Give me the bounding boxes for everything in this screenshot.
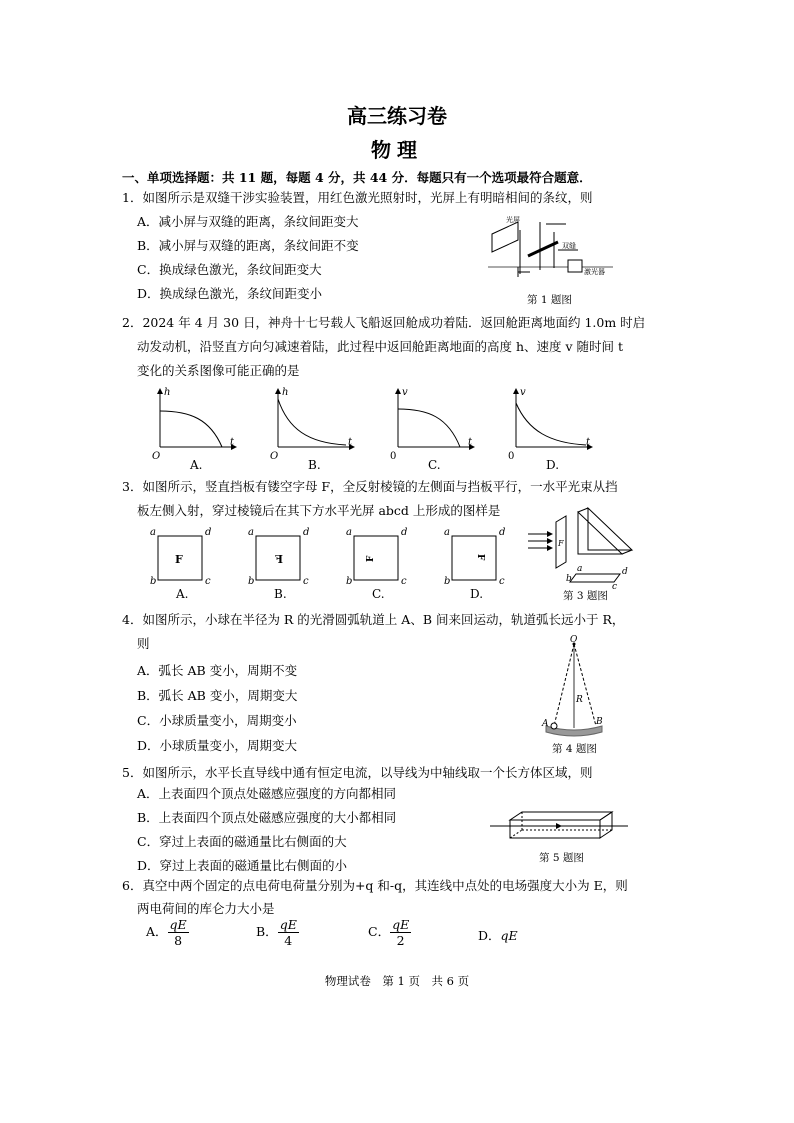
page-footer: 物理试卷 第 1 页 共 6 页	[324, 974, 470, 988]
square-c-corner-a: a	[346, 527, 352, 538]
graph-a	[152, 387, 236, 472]
square-c-corner-c: c	[401, 576, 407, 587]
graph-b	[270, 387, 354, 472]
square-b-corner-d: d	[303, 527, 310, 538]
square-d-corner-a: a	[444, 527, 450, 538]
square-b-corner-c: c	[303, 576, 309, 587]
q6-option-c-label: C．	[368, 924, 391, 939]
wire-box-figure	[490, 806, 630, 846]
arc-track-figure	[540, 636, 610, 740]
q1-option-d: D．换成绿色激光，条纹间距变小	[137, 286, 323, 301]
q6-option-a-fraction	[168, 917, 189, 948]
graph-b-y-label: h	[282, 387, 289, 398]
q5-stem: 5．如图所示，水平长直导线中通有恒定电流，以导线为中轴线取一个长方体区域，则	[122, 765, 593, 780]
point-b-label: B	[596, 717, 603, 727]
square-c-corner-d: d	[401, 527, 408, 538]
fig-corner-a: a	[577, 564, 583, 574]
graph-c-origin: 0	[390, 451, 397, 462]
graph-a-x-label: t	[230, 437, 235, 448]
q6-option-c-numerator: qE	[392, 917, 410, 932]
q4-caption: 第 4 题图	[552, 743, 597, 755]
square-a-corner-c: c	[205, 576, 211, 587]
section-heading: 一、单项选择题：共 11 题，每题 4 分，共 44 分．每题只有一个选项最符合题意．	[122, 170, 592, 185]
graph-c-y-label: v	[402, 387, 408, 398]
q4-option-a: A．弧长 AB 变小，周期不变	[137, 663, 298, 678]
graph-d-label: D.	[546, 458, 560, 472]
square-b-corner-b: b	[248, 576, 255, 587]
q6-option-c-fraction	[390, 917, 411, 948]
plate-letter: F	[558, 539, 564, 548]
page-title: 高三练习卷	[347, 104, 447, 128]
square-a-corner-d: d	[205, 527, 212, 538]
square-a-corner-a: a	[150, 527, 156, 538]
square-a-label: A.	[176, 587, 189, 601]
q5-option-c: C．穿过上表面的磁通量比右侧面的大	[137, 834, 347, 849]
q3-option-squares	[148, 524, 518, 602]
q6-line-2: 两电荷间的库仑力大小是	[137, 901, 275, 916]
square-c-label: C.	[372, 587, 385, 601]
graph-a-label: A.	[190, 458, 203, 472]
q4-option-b: B．弧长 AB 变小，周期变大	[137, 688, 298, 703]
square-b	[248, 527, 309, 601]
graph-d	[508, 387, 592, 472]
q4-option-c: C．小球质量变小，周期变小	[137, 713, 297, 728]
q3-caption: 第 3 题图	[563, 590, 608, 602]
q6-option-b-numerator: qE	[279, 917, 297, 932]
square-d-letter: F	[475, 554, 485, 561]
q6-option-a-numerator: qE	[169, 917, 187, 932]
q6-option-b-fraction	[278, 917, 299, 948]
graph-b-origin: O	[270, 451, 279, 462]
q2-line-3: 变化的关系图像可能正确的是	[137, 363, 300, 378]
square-d-corner-c: c	[499, 576, 505, 587]
square-d-label: D.	[470, 587, 484, 601]
q6-option-c-denominator: 2	[396, 933, 405, 948]
q6-line-1: 6．真空中两个固定的点电荷电荷量分别为+q 和-q，其连线中点处的电场强度大小为 E，则	[122, 878, 628, 893]
q4-line-2: 则	[137, 636, 150, 651]
graph-b-label: B.	[308, 458, 321, 472]
double-slit-apparatus-figure	[488, 212, 618, 292]
q4-option-d: D．小球质量变小，周期变大	[137, 738, 298, 753]
square-c-letter: F	[366, 555, 376, 562]
square-a-letter: F	[175, 553, 183, 566]
q1-caption: 第 1 题图	[527, 294, 572, 306]
q2-line-2: 动发动机，沿竖直方向匀减速着陆，此过程中返回舱距离地面的高度 h、速度 v 随时间 t	[137, 339, 624, 354]
q5-caption: 第 5 题图	[539, 852, 584, 864]
prism-setup-figure	[528, 508, 638, 592]
square-b-letter: F	[275, 553, 283, 566]
q6-option-a	[146, 917, 189, 948]
q2-line-1: 2．2024 年 4 月 30 日，神舟十七号载人飞船返回舱成功着陆．返回舱距离地面约 1.0m 时启	[122, 315, 646, 330]
graph-d-y-label: v	[520, 387, 526, 398]
q5-option-d: D．穿过上表面的磁通量比右侧面的小	[137, 858, 348, 873]
q6-option-d-label: D．	[478, 928, 501, 943]
slits-label: 双缝	[562, 242, 576, 250]
fig-corner-b: b	[566, 574, 572, 584]
graph-c	[390, 387, 474, 472]
square-a-corner-b: b	[150, 576, 157, 587]
q5-option-b: B．上表面四个顶点处磁感应强度的大小都相同	[137, 810, 397, 825]
square-c	[346, 527, 407, 601]
q2-graphs	[150, 385, 620, 473]
square-d	[444, 527, 505, 601]
graph-c-label: C.	[428, 458, 441, 472]
q5-option-a: A．上表面四个顶点处磁感应强度的方向都相同	[137, 786, 397, 801]
point-o-label: O	[570, 635, 578, 645]
q6-option-b-label: B．	[256, 924, 278, 939]
graph-b-x-label: t	[348, 437, 353, 448]
square-b-corner-a: a	[248, 527, 254, 538]
q3-line-1: 3．如图所示，竖直挡板有镂空字母 F，全反射棱镜的左侧面与挡板平行，一水平光束从挡	[122, 479, 618, 494]
graph-d-x-label: t	[586, 437, 591, 448]
radius-label: R	[576, 695, 583, 705]
graph-d-origin: 0	[508, 451, 515, 462]
q6-option-a-denominator: 8	[174, 933, 183, 948]
square-b-label: B.	[274, 587, 287, 601]
q1-option-a: A．减小屏与双缝的距离，条纹间距变大	[137, 214, 359, 229]
square-c-corner-b: b	[346, 576, 353, 587]
laser-label: 激光器	[584, 268, 605, 276]
point-a-label: A	[542, 719, 549, 729]
q6-option-d	[478, 926, 518, 944]
square-a	[150, 527, 211, 601]
square-d-corner-b: b	[444, 576, 451, 587]
q6-option-b	[256, 917, 299, 948]
q4-line-1: 4．如图所示，小球在半径为 R 的光滑圆弧轨道上 A、B 间来回运动，轨道弧长远小于 R，	[122, 612, 625, 627]
fig-corner-c: c	[612, 582, 618, 592]
q6-option-a-label: A．	[146, 924, 168, 939]
graph-a-y-label: h	[164, 387, 171, 398]
q6-option-d-value: qE	[500, 928, 518, 943]
q1-stem: 1．如图所示是双缝干涉实验装置，用红色激光照射时，光屏上有明暗相间的条纹，则	[122, 190, 593, 205]
graph-a-origin: O	[152, 451, 161, 462]
q1-option-b: B．减小屏与双缝的距离，条纹间距不变	[137, 238, 359, 253]
screen-label: 光屏	[506, 216, 520, 224]
q1-option-c: C．换成绿色激光，条纹间距变大	[137, 262, 322, 277]
q6-option-b-denominator: 4	[284, 933, 293, 948]
q6-option-c	[368, 917, 411, 948]
fig-corner-d: d	[622, 567, 628, 577]
page-subject: 物理	[371, 138, 423, 162]
graph-c-x-label: t	[468, 437, 473, 448]
square-d-corner-d: d	[499, 527, 506, 538]
q3-line-2: 板左侧入射，穿过棱镜后在其下方水平光屏 abcd 上形成的图样是	[137, 503, 501, 518]
